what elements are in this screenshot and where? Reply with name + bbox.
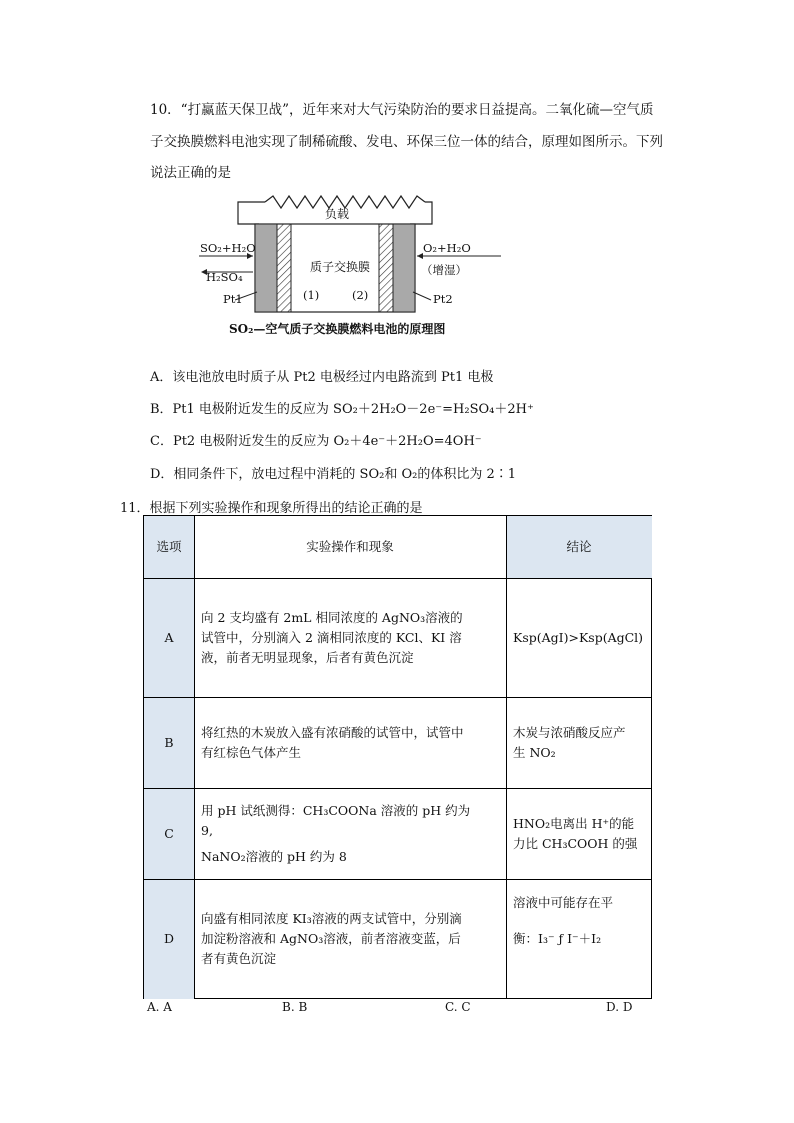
row-d-op-line: 者有黄色沉淀 [201,951,277,966]
row-b-conclusion [506,697,652,788]
right-input-label: O₂+H₂O [423,241,471,255]
row-b-option: B [144,697,194,788]
row-b-con-line: 生 NO₂ [513,744,556,760]
row-d-option: D [144,879,194,999]
region2-label: (2) [352,288,369,302]
q11-stem: 11．根据下列实验操作和现象所得出的结论正确的是 [120,501,423,516]
q10-line1: 10．“打赢蓝天保卫战”，近年来对大气污染防治的要求日益提高。二氧化硫—空气质 [150,102,654,118]
row-c-conclusion [506,788,652,879]
row-c-option: C [144,788,194,879]
row-a-op-line: 向 2 支均盛有 2mL 相同浓度的 AgNO₃溶液的 [201,609,463,625]
table-divider [144,879,651,880]
table-divider [144,788,651,789]
q10-option-b: B．Pt1 电极附近发生的反应为 SO₂＋2H₂O－2e⁻=H₂SO₄＋2H⁺ [150,402,534,417]
row-c-con-line: 力比 CH₃COOH 的强 [513,835,638,851]
row-d-conclusion [506,879,652,999]
row-a-op-line: 试管中，分别滴入 2 滴相同浓度的 KCl、KI 溶 [201,629,462,645]
load-label: 负载 [325,207,350,221]
row-a-operation [194,578,506,697]
q10-option-c: C．Pt2 电极附近发生的反应为 O₂＋4e⁻＋2H₂O=4OH⁻ [150,434,482,449]
row-d-con-line: 溶液中可能存在平 [513,895,614,910]
answer-b[interactable]: B. B [282,1000,308,1014]
row-d-op-line: 向盛有相同浓度 KI₃溶液的两支试管中，分别滴 [201,911,462,926]
row-d-operation [194,879,506,999]
row-c-op-line: 9, [201,822,213,838]
diagram-caption: SO₂—空气质子交换膜燃料电池的原理图 [229,322,446,336]
row-b-operation [194,697,506,788]
membrane-label: 质子交换膜 [310,260,371,274]
header-option: 选项 [144,516,194,578]
region1-label: (1) [303,288,320,302]
q10-line3: 说法正确的是 [150,165,231,181]
row-a-option: A [144,578,194,697]
answer-d[interactable]: D. D [606,1000,633,1014]
right-note-label: （增湿） [421,263,467,277]
left-output-label: H₂SO₄ [206,270,243,284]
row-c-con-line: HNO₂电离出 H⁺的能 [513,815,635,831]
pt1-label: Pt1 [223,292,243,306]
q10-option-d: D．相同条件下，放电过程中消耗的 SO₂和 O₂的体积比为 2∶1 [150,467,517,482]
header-conclusion: 结论 [506,516,652,578]
row-d-op-line: 加淀粉溶液和 AgNO₃溶液，前者溶液变蓝，后 [201,931,461,946]
row-a-conclusion [506,578,652,697]
row-d-con-line: 衡：I₃⁻ ƒ I⁻＋I₂ [513,931,602,946]
row-a-op-line: 液，前者无明显现象，后者有黄色沉淀 [201,649,414,665]
row-b-op-line: 有红棕色气体产生 [201,744,302,760]
row-c-operation [194,788,506,879]
row-c-op-line: NaNO₂溶液的 pH 约为 8 [201,848,347,864]
table-divider [144,697,651,698]
table-divider [144,578,651,579]
q10-option-a: A．该电池放电时质子从 Pt2 电极经过内电路流到 Pt1 电极 [150,370,494,385]
answer-a[interactable]: A. A [147,1000,172,1014]
row-b-con-line: 木炭与浓硝酸反应产 [513,724,626,740]
q11-table [143,515,652,999]
row-c-op-line: 用 pH 试纸测得：CH₃COONa 溶液的 pH 约为 [201,802,471,818]
q10-line2: 子交换膜燃料电池实现了制稀硫酸、发电、环保三位一体的结合，原理如图所示。下列 [150,134,663,150]
row-b-op-line: 将红热的木炭放入盛有浓硝酸的试管中，试管中 [201,724,464,740]
row-a-con-line: Ksp(AgI)>Ksp(AgCl) [513,629,644,645]
table-divider [506,516,507,998]
left-input-label: SO₂+H₂O [200,241,256,255]
pt2-label: Pt2 [433,292,453,306]
header-operation: 实验操作和现象 [306,539,394,554]
table-divider [194,516,195,998]
answer-c[interactable]: C. C [445,1000,471,1014]
